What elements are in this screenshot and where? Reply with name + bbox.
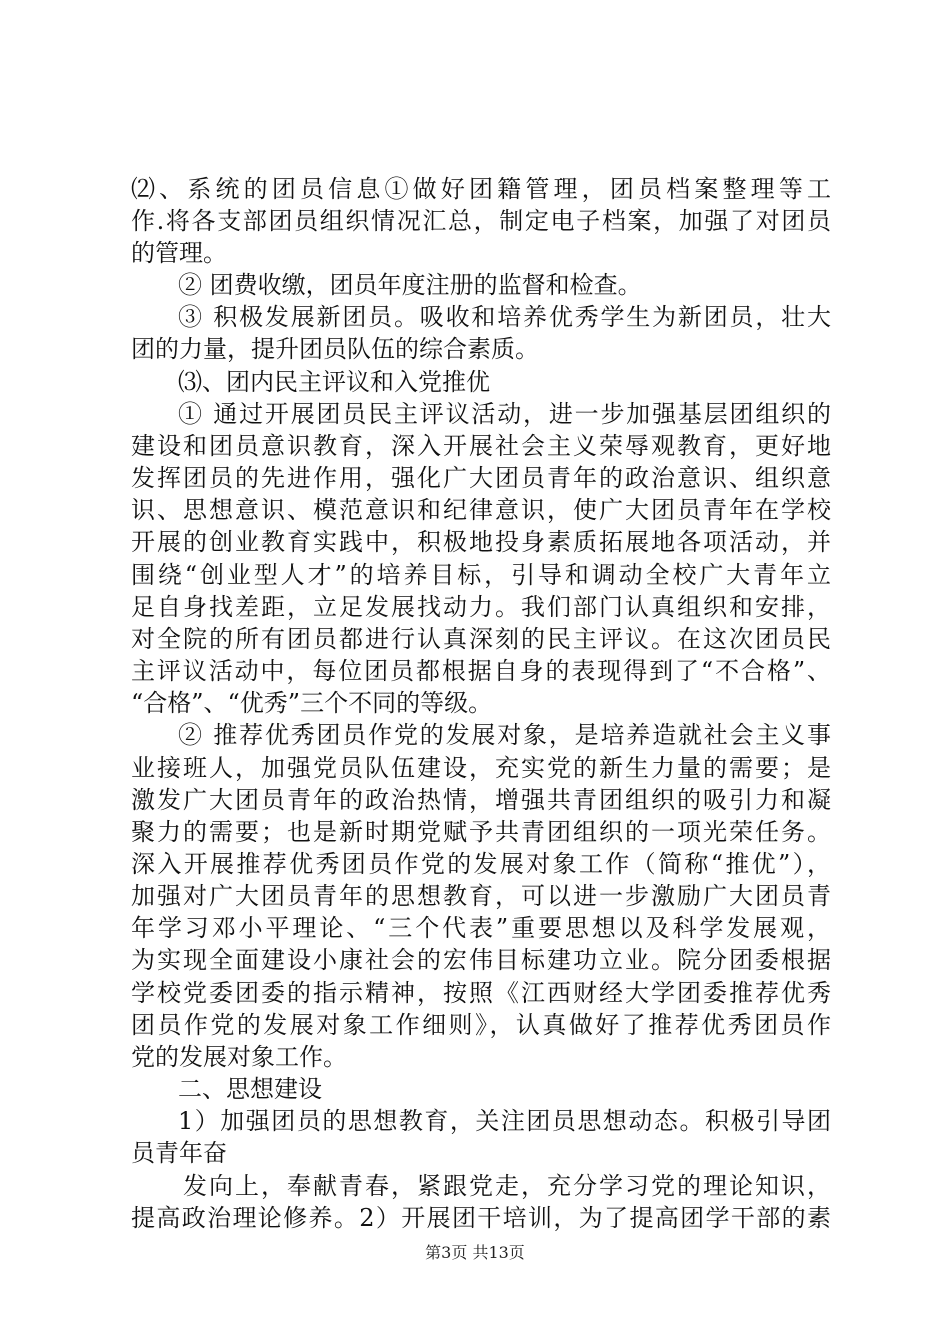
text-line: 聚力的需要；也是新时期党赋予共青团组织的一项光荣任务。 <box>131 818 831 846</box>
text-line: 激发广大团员青年的政治热情，增强共青团组织的吸引力和凝 <box>131 786 831 814</box>
text-line: ⑵、系统的团员信息①做好团籍管理，团员档案整理等工 <box>131 175 831 203</box>
text-line: 主评议活动中，每位团员都根据自身的表现得到了“不合格”、 <box>131 657 831 685</box>
text-line: 开展的创业教育实践中，积极地投身素质拓展地各项活动，并 <box>131 528 831 556</box>
text-line: 团员作党的发展对象工作细则》，认真做好了推荐优秀团员作 <box>131 1011 831 1039</box>
section-heading: 二、思想建设 <box>178 1075 322 1103</box>
text-line: 员青年奋 <box>131 1139 227 1167</box>
text-line: 深入开展推荐优秀团员作党的发展对象工作（简称“推优”）， <box>131 850 831 878</box>
text-line: 为实现全面建设小康社会的宏伟目标建功立业。院分团委根据 <box>131 946 831 974</box>
text-line: 学校党委团委的指示精神，按照《江西财经大学团委推荐优秀 <box>131 979 831 1007</box>
text-line: ② 推荐优秀团员作党的发展对象，是培养造就社会主义事 <box>178 721 831 749</box>
page-number-footer: 第3页 共13页 <box>425 1243 525 1262</box>
text-line: 识、思想意识、模范意识和纪律意识，使广大团员青年在学校 <box>131 496 831 524</box>
text-line: “合格”、“优秀”三个不同的等级。 <box>131 689 493 717</box>
text-line: 业接班人，加强党员队伍建设，充实党的新生力量的需要；是 <box>131 754 831 782</box>
text-line: ③ 积极发展新团员。吸收和培养优秀学生为新团员，壮大 <box>178 303 831 331</box>
text-line: ② 团费收缴，团员年度注册的监督和检查。 <box>178 271 642 299</box>
text-line: 团的力量，提升团员队伍的综合素质。 <box>131 335 539 363</box>
text-line: 党的发展对象工作。 <box>131 1043 347 1071</box>
text-line: 对全院的所有团员都进行认真深刻的民主评议。在这次团员民 <box>131 625 831 653</box>
text-line: 的管理。 <box>131 239 227 267</box>
text-line: ① 通过开展团员民主评议活动，进一步加强基层团组织的 <box>178 400 831 428</box>
text-line: 足自身找差距，立足发展找动力。我们部门认真组织和安排， <box>131 593 831 621</box>
section-heading: ⑶、团内民主评议和入党推优 <box>178 368 490 396</box>
text-line: 围绕“创业型人才”的培养目标，引导和调动全校广大青年立 <box>131 561 831 589</box>
text-line: 发向上，奉献青春，紧跟党走，充分学习党的理论知识， <box>183 1172 831 1200</box>
text-line: 1）加强团员的思想教育，关注团员思想动态。积极引导团 <box>178 1107 831 1135</box>
text-line: 加强对广大团员青年的思想教育，可以进一步激励广大团员青 <box>131 882 831 910</box>
text-line: 提高政治理论修养。2）开展团干培训，为了提高团学干部的素 <box>131 1204 831 1232</box>
text-line: 作.将各支部团员组织情况汇总，制定电子档案，加强了对团员 <box>131 207 831 235</box>
text-line: 年学习邓小平理论、“三个代表”重要思想以及科学发展观， <box>131 914 831 942</box>
text-line: 建设和团员意识教育，深入开展社会主义荣辱观教育，更好地 <box>131 432 831 460</box>
text-line: 发挥团员的先进作用，强化广大团员青年的政治意识、组织意 <box>131 464 831 492</box>
